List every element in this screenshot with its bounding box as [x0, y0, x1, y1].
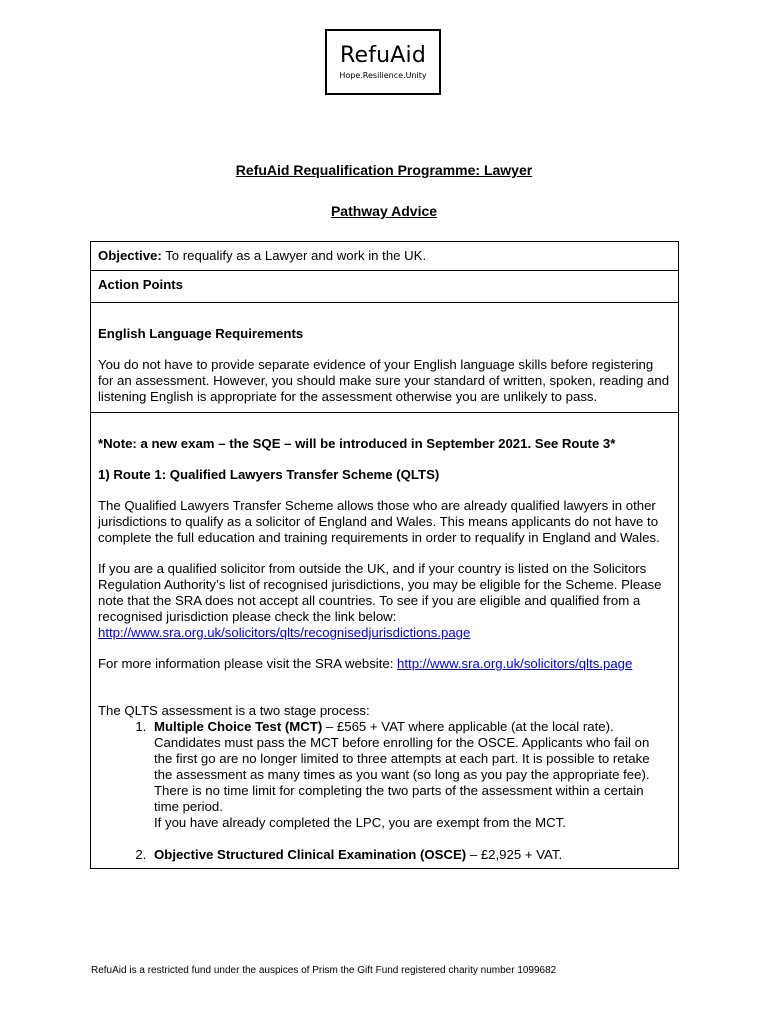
list-item — [150, 719, 671, 831]
document-title: RefuAid Requalification Programme: Lawyer — [235, 162, 533, 178]
document-subtitle: Pathway Advice — [330, 203, 438, 219]
route1-para2: If you are a qualified solicitor from outside the UK, and if your country is listed on the Solicitors Regulation Authority’s list of recognised jurisdictions, you may be eligible for the Scheme. Please note that the SRA does not accept all countries. To see if you are eligible and qualified from a recognised jurisdiction please check the link below: — [98, 561, 662, 624]
more-info-text: For more information please visit the SRA website: — [98, 656, 398, 671]
advice-table — [90, 241, 679, 869]
sqe-note: *Note: a new exam – the SQE – will be introduced in September 2021. See Route 3* — [98, 436, 616, 451]
objective-cell — [91, 242, 679, 271]
process-intro: The QLTS assessment is a two stage process: — [98, 703, 370, 718]
mct-text: – £565 + VAT where applicable (at the local rate). Candidates must pass the MCT before enrolling for the OSCE. Applicants who fail on the first go are no longer limited to three attempts at each part. It is possible to retake the assessment as many times as you want (so long as you pay the appropriate fee). There is no time limit for completing the two parts of the assessment within a certain time period. — [154, 719, 650, 814]
list-item — [150, 847, 671, 863]
objective-row — [91, 242, 679, 271]
osce-text: – £2,925 + VAT. — [466, 847, 563, 862]
osce-name: Objective Structured Clinical Examination (OSCE) — [154, 847, 467, 862]
sra-qlts-link[interactable]: http://www.sra.org.uk/solicitors/qlts.page — [397, 656, 633, 671]
mct-name: Multiple Choice Test (MCT) — [154, 719, 323, 734]
route1-row — [91, 413, 679, 869]
english-heading: English Language Requirements — [98, 326, 304, 341]
objective-text: To requalify as a Lawyer and work in the UK. — [161, 248, 427, 263]
english-cell — [91, 303, 679, 413]
route1-heading: 1) Route 1: Qualified Lawyers Transfer Scheme (QLTS) — [98, 467, 440, 482]
action-points-cell — [91, 271, 679, 303]
english-body: You do not have to provide separate evidence of your English language skills before registering for an assessment. However, you should make sure your standard of written, spoken, reading and listening English is appropriate for the assessment otherwise you are unlikely to pass. — [98, 357, 670, 404]
recognised-jurisdictions-link[interactable]: http://www.sra.org.uk/solicitors/qlts/recognisedjurisdictions.page — [98, 625, 471, 640]
mct-exemption: If you have already completed the LPC, you are exempt from the MCT. — [154, 815, 566, 830]
objective-label: Objective: — [98, 248, 162, 263]
english-row — [91, 303, 679, 413]
qlts-steps-list — [98, 719, 671, 863]
logo-name: RefuAid — [339, 43, 427, 68]
refuaid-logo — [325, 29, 441, 95]
footer-charity-note: RefuAid is a restricted fund under the auspices of Prism the Gift Fund registered charity number 1099682 — [91, 965, 557, 976]
action-points-heading: Action Points — [98, 277, 183, 292]
route1-para1: The Qualified Lawyers Transfer Scheme allows those who are already qualified lawyers in other jurisdictions to qualify as a solicitor of England and Wales. This means applicants do not have to complete the full education and training requirements in order to requalify in England and Wales. — [98, 498, 660, 545]
logo-tagline: Hope.Resilience.Unity — [339, 71, 427, 80]
route1-cell — [91, 413, 679, 869]
action-points-row — [91, 271, 679, 303]
